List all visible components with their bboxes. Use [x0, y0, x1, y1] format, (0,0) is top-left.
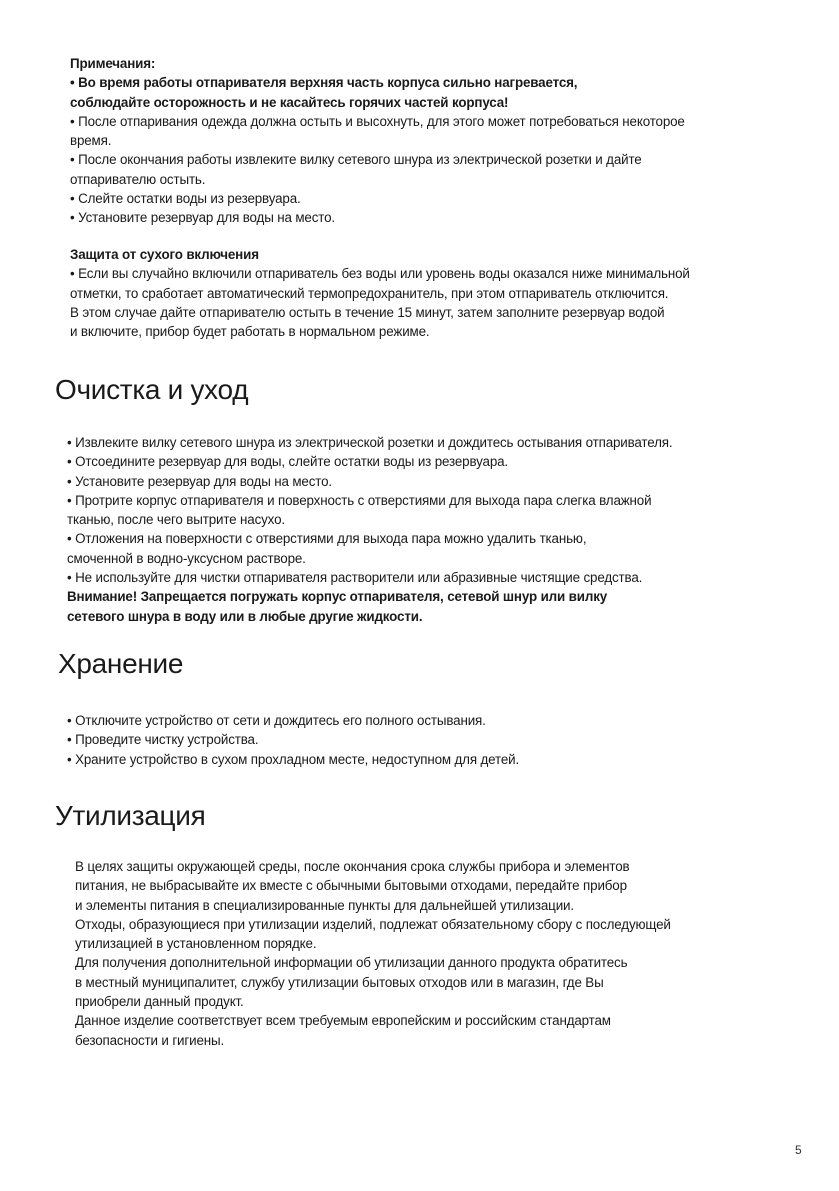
disposal-line: и элементы питания в специализированные пункты для дальнейшей утилизации.: [75, 897, 574, 913]
storage-heading: Хранение: [58, 648, 184, 679]
disposal-line: приобрели данный продукт.: [75, 994, 244, 1010]
cleaning-line: тканью, после чего вытрите насухо.: [67, 512, 285, 528]
cleaning-section: [67, 433, 787, 626]
notes-line: • После окончания работы извлеките вилку сетевого шнура из электрической розетки и дайте: [70, 152, 642, 168]
dry-protection-section: [70, 245, 790, 341]
dry-protection-line: и включите, прибор будет работать в нормальном режиме.: [70, 324, 430, 340]
dry-protection-line: В этом случае дайте отпаривателю остыть в течение 15 минут, затем заполните резервуар водой: [70, 304, 665, 320]
disposal-line: Для получения дополнительной информации об утилизации данного продукта обратитесь: [75, 955, 628, 971]
cleaning-line: • Отложения на поверхности с отверстиями для выхода пара можно удалить тканью,: [67, 531, 587, 547]
storage-section: [67, 711, 787, 769]
notes-title: Примечания:: [70, 56, 156, 71]
cleaning-line: • Протрите корпус отпаривателя и поверхность с отверстиями для выхода пара слегка влажной: [67, 492, 652, 508]
cleaning-line: • Установите резервуар для воды на место.: [67, 473, 332, 489]
cleaning-line: • Извлеките вилку сетевого шнура из электрической розетки и дождитесь остывания отпаривателя.: [67, 435, 673, 450]
storage-line: • Проведите чистку устройства.: [67, 732, 259, 748]
disposal-heading: Утилизация: [55, 800, 206, 831]
disposal-line: безопасности и гигиены.: [75, 1032, 225, 1048]
notes-line: время.: [70, 133, 112, 149]
storage-line: • Отключите устройство от сети и дождитесь его полного остывания.: [67, 713, 486, 728]
disposal-line: Данное изделие соответствует всем требуемым европейским и российским стандартам: [75, 1013, 611, 1029]
disposal-line: питания, не выбрасывайте их вместе с обычными бытовыми отходами, передайте прибор: [75, 878, 627, 894]
storage-line: • Храните устройство в сухом прохладном месте, недоступном для детей.: [67, 751, 520, 767]
disposal-line: В целях защиты окружающей среды, после окончания срока службы прибора и элементов: [75, 859, 630, 874]
disposal-line: в местный муниципалитет, службу утилизации бытовых отходов или в магазин, где Вы: [75, 974, 604, 990]
notes-line: • После отпаривания одежда должна остыть и высохнуть, для этого может потребоваться некоторое: [70, 113, 685, 129]
cleaning-heading: Очистка и уход: [55, 374, 249, 405]
disposal-line: Отходы, образующиеся при утилизации изделий, подлежат обязательному сбору с последующей: [75, 916, 671, 932]
dry-protection-line: • Если вы случайно включили отпариватель без воды или уровень воды оказался ниже минимальной: [70, 266, 690, 282]
dry-protection-title: Защита от сухого включения: [70, 247, 259, 262]
notes-warning-line: соблюдайте осторожность и не касайтесь горячих частей корпуса!: [70, 94, 509, 110]
cleaning-warning-line: сетевого шнура в воду или в любые другие жидкости.: [67, 608, 423, 624]
notes-warning-line: • Во время работы отпаривателя верхняя часть корпуса сильно нагревается,: [70, 75, 578, 91]
cleaning-line: смоченной в водно-уксусном растворе.: [67, 550, 306, 566]
cleaning-line: • Отсоедините резервуар для воды, слейте остатки воды из резервуара.: [67, 454, 509, 470]
dry-protection-line: отметки, то сработает автоматический термопредохранитель, при этом отпариватель отключится.: [70, 285, 669, 301]
notes-line: • Установите резервуар для воды на место.: [70, 210, 335, 226]
cleaning-line: • Не используйте для чистки отпаривателя растворители или абразивные чистящие средства.: [67, 570, 643, 586]
notes-line: • Слейте остатки воды из резервуара.: [70, 191, 301, 207]
notes-line: отпаривателю остыть.: [70, 171, 206, 187]
cleaning-warning-line: Внимание! Запрещается погружать корпус отпаривателя, сетевой шнур или вилку: [67, 589, 608, 605]
disposal-section: [75, 857, 795, 1050]
notes-section: [70, 54, 790, 228]
page-number: 5: [795, 1143, 802, 1157]
disposal-line: утилизацией в установленном порядке.: [75, 936, 317, 952]
